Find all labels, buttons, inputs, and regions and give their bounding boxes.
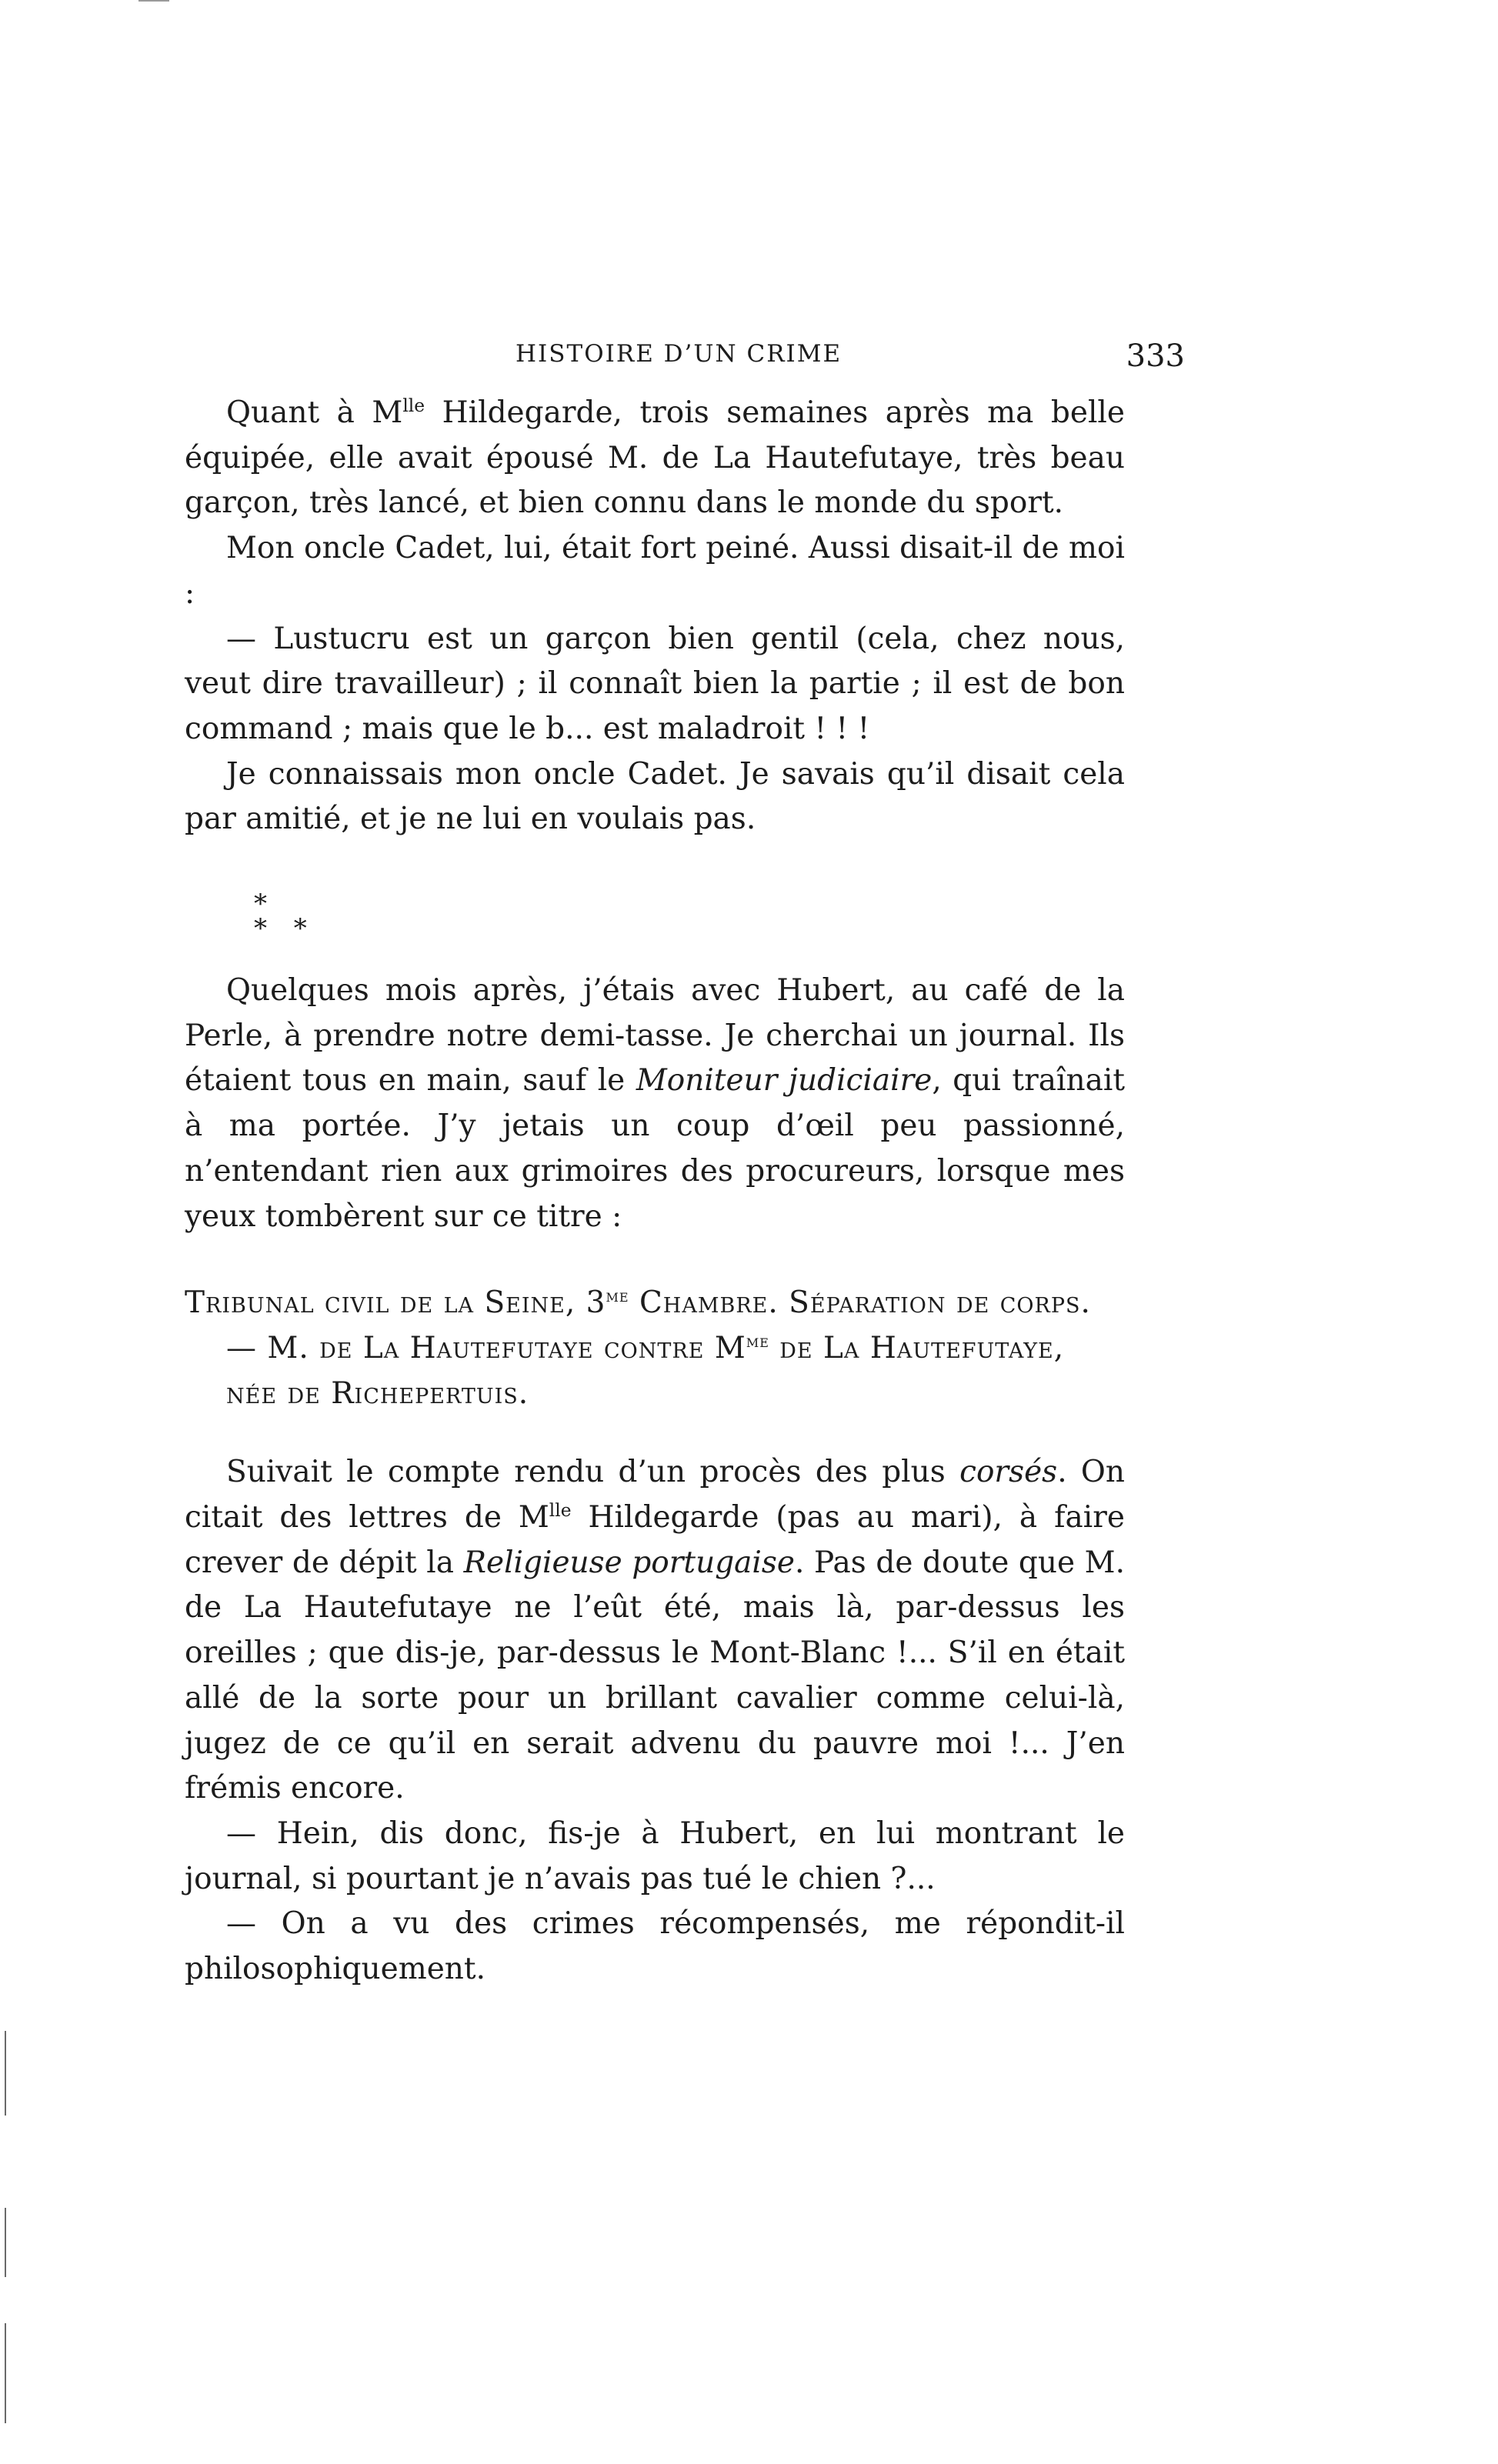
scan-edge-line <box>5 2031 6 2116</box>
case-heading-line: — M. de La Hautefutaye contre $M^{me}$ de La Hautefutaye, <box>226 1329 1065 1365</box>
page-number: 333 <box>1126 338 1185 374</box>
asterism-top: * <box>254 889 276 920</box>
paragraph: Suivait le compte rendu d’un procès des plus corsés. On citait des lettres de $M^{lle}$ Hildegarde (pas au mari), à faire crever de dépit la Religieuse portugaise. Pas de doute que M. de La Hautefutaye ne l’eût été, mais là, par-dessus les oreilles ; que dis-je, par-dessus le Mont-Blanc !... S’il en était allé de la sorte pour un brillant cavalier comme celui-là, jugez de ce qu’il en serait advenu du pauvre moi !... J’en frémis encore. <box>185 1455 1126 1806</box>
asterism-bottom: * * <box>254 913 316 945</box>
running-head <box>185 338 1185 377</box>
dialogue-paragraph: — On a vu des crimes récompensés, me répondit-il philosophiquement. <box>185 1906 1125 1987</box>
scan-edge-line <box>5 2208 6 2277</box>
paragraph: Quant à $M^{lle}$ Hildegarde, trois semaines après ma belle équipée, elle avait épousé M. de La Hautefutaye, très beau garçon, très lancé, et bien connu dans le monde du sport. <box>185 395 1125 521</box>
case-heading-line: née de Richepertuis. <box>226 1375 529 1411</box>
paragraph: Je connaissais mon oncle Cadet. Je savais qu’il disait cela par amitié, et je ne lui en voulais pas. <box>185 756 1125 837</box>
paragraph: Mon oncle Cadet, lui, était fort peiné. Aussi disait-il de moi : <box>185 531 1125 611</box>
top-edge-mark <box>138 0 169 2</box>
paragraph: Quelques mois après, j’étais avec Hubert, au café de la Perle, à prendre notre demi-tasse. Je cherchai un journal. Ils étaient tous en main, sauf le Moniteur judiciaire, qui traînait à ma portée. J’y jetais un coup d’œil peu passionné, n’entendant rien aux grimoires des procureurs, lorsque mes yeux tombèrent sur ce titre : <box>185 973 1125 1234</box>
case-heading-line: Tribunal civil de la Seine, $3^{me}$ Chambre. Séparation de corps. <box>185 1285 1091 1321</box>
dialogue-paragraph: — Hein, dis donc, fis-je à Hubert, en lui montrant le journal, si pourtant je n’avais pas tué le chien ?... <box>185 1815 1125 1896</box>
body-text <box>185 391 1125 1992</box>
running-title: HISTOIRE D’UN CRIME <box>515 340 842 368</box>
dialogue-paragraph: — Lustucru est un garçon bien gentil (cela, chez nous, veut dire travailleur) ; il connaît bien la partie ; il est de bon command ; mais que le b... est maladroit ! ! ! <box>185 621 1125 746</box>
case-heading <box>185 1281 1125 1416</box>
scan-edge-line <box>5 2323 6 2423</box>
section-separator <box>185 889 1125 945</box>
